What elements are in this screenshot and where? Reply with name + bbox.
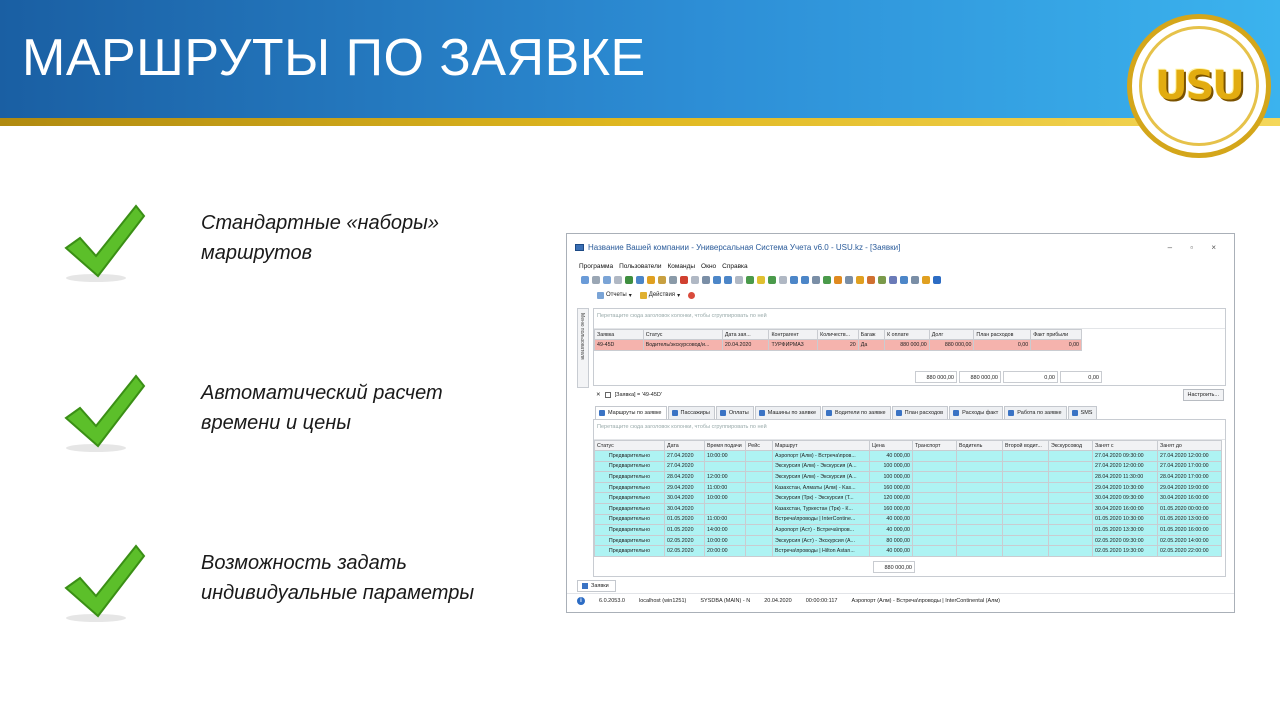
table-cell: Казахстан, Алматы (Алм) - Kas...: [773, 482, 870, 493]
grid-icon: [1008, 410, 1014, 416]
table-cell: [1049, 546, 1093, 557]
table-cell: [957, 493, 1003, 504]
filter-checkbox[interactable]: [605, 392, 611, 398]
status-date: 20.04.2020: [764, 597, 792, 604]
tab-label: Работа по заявке: [1017, 410, 1062, 416]
table-cell: [913, 535, 957, 546]
table-cell: Аэропорт (Аст) - Встреча\пров...: [773, 525, 870, 536]
setup-button[interactable]: Настроить...: [1183, 389, 1224, 401]
table-cell: [1003, 472, 1049, 483]
table-cell: 29.04.2020 10:30:00: [1093, 482, 1158, 493]
slide-title: МАРШРУТЫ ПО ЗАЯВКЕ: [22, 29, 646, 87]
reports-button[interactable]: Отчеты ▾: [597, 292, 632, 299]
grid-icon: [720, 410, 726, 416]
column-header[interactable]: Багаж: [858, 330, 884, 340]
table-row[interactable]: [595, 514, 1222, 525]
menubar: [567, 260, 1234, 272]
column-header[interactable]: Маршрут: [773, 441, 870, 451]
orders-table: [594, 329, 1082, 351]
table-cell: [1003, 546, 1049, 557]
table-cell: Предварительно: [595, 451, 665, 462]
table-cell: 20.04.2020: [722, 340, 769, 351]
menu-commands[interactable]: Команды: [667, 262, 696, 270]
column-header[interactable]: Рейс: [746, 441, 773, 451]
reports-label: Отчеты: [606, 292, 627, 298]
toolbar-icon[interactable]: [790, 276, 798, 284]
table-cell: 40 000,00: [870, 514, 913, 525]
table-cell: [1003, 461, 1049, 472]
table-cell: 01.05.2020 16:00:00: [1158, 525, 1222, 536]
grid-icon: [599, 410, 605, 416]
table-cell: 20: [818, 340, 859, 351]
table-cell: 30.04.2020: [665, 503, 705, 514]
table-cell: [957, 451, 1003, 462]
table-cell: [1049, 493, 1093, 504]
feature-1: [58, 198, 538, 288]
table-row[interactable]: [595, 482, 1222, 493]
table-cell: 28.04.2020: [665, 472, 705, 483]
logo-inner-ring: [1139, 26, 1259, 146]
feature-text: [201, 378, 443, 438]
column-header[interactable]: Заявка: [595, 330, 644, 340]
table-cell: [1003, 503, 1049, 514]
table-cell: [913, 514, 957, 525]
table-cell: [957, 472, 1003, 483]
column-header[interactable]: Второй водит...: [1003, 441, 1049, 451]
table-cell: Казахстан, Туркестан (Трк) - К...: [773, 503, 870, 514]
tab-label: Маршруты по заявке: [608, 410, 662, 416]
table-cell: [746, 525, 773, 536]
feature-text: [201, 208, 439, 268]
group-hint: Перетащите сюда заголовок колонки, чтобы сгруппировать по ней: [594, 309, 1225, 329]
status-route: Аэропорт (Алм) - Встреча\проводы | InterContinental (Алм): [851, 597, 1000, 604]
menu-help[interactable]: Справка: [722, 262, 748, 270]
toolbar-icon[interactable]: [856, 276, 864, 284]
doc-tab-label: Заявки: [591, 583, 609, 589]
table-cell: 120 000,00: [870, 493, 913, 504]
table-cell: 27.04.2020 12:00:00: [1158, 451, 1222, 462]
tab-4[interactable]: [822, 406, 891, 419]
toolbar-icon[interactable]: [823, 276, 831, 284]
table-cell: 14:00:00: [705, 525, 746, 536]
table-cell: Да: [858, 340, 884, 351]
usu-logo: [1127, 14, 1271, 158]
table-row[interactable]: [595, 503, 1222, 514]
tab-label: Расходы факт: [962, 410, 999, 416]
column-header[interactable]: Факт прибыли: [1031, 330, 1082, 340]
table-cell: 27.04.2020 17:00:00: [1158, 461, 1222, 472]
checkmark-icon: [58, 198, 150, 288]
doc-tab-orders[interactable]: [577, 580, 616, 592]
routes-total-cell: [873, 561, 915, 573]
tab-label: План расходов: [904, 410, 944, 416]
table-cell: 29.04.2020: [665, 482, 705, 493]
table-cell: [957, 514, 1003, 525]
toolbar-icon[interactable]: [878, 276, 886, 284]
table-cell: [913, 482, 957, 493]
table-cell: [913, 461, 957, 472]
feature-line: Стандартные «наборы»: [201, 212, 439, 234]
tab-label: Водители по заявке: [835, 410, 886, 416]
tab-7[interactable]: [1004, 406, 1066, 419]
table-cell: [746, 546, 773, 557]
table-cell: 01.05.2020 13:00:00: [1158, 514, 1222, 525]
table-cell: 30.04.2020 16:00:00: [1158, 493, 1222, 504]
total-plan: 0,00: [1003, 371, 1058, 383]
table-cell: 10:00:00: [705, 493, 746, 504]
table-cell: [746, 493, 773, 504]
table-cell: Предварительно: [595, 525, 665, 536]
table-cell: Экскурсия (Алм) - Экскурсия (А...: [773, 472, 870, 483]
table-cell: 01.05.2020 10:30:00: [1093, 514, 1158, 525]
toolbar-icon[interactable]: [812, 276, 820, 284]
table-cell: 30.04.2020 16:00:00: [1093, 503, 1158, 514]
status-server: localhost (win1251): [639, 597, 687, 604]
table-cell: [913, 451, 957, 462]
table-row[interactable]: [595, 525, 1222, 536]
table-row[interactable]: [595, 535, 1222, 546]
table-cell: 80 000,00: [870, 535, 913, 546]
tab-5[interactable]: [892, 406, 948, 419]
app-icon: [575, 244, 584, 251]
table-cell: Предварительно: [595, 514, 665, 525]
table-cell: 12:00:00: [705, 472, 746, 483]
table-cell: 20:00:00: [705, 546, 746, 557]
feature-line: Автоматический расчет: [201, 382, 443, 404]
feature-line: времени и цены: [201, 412, 351, 434]
info-icon: i: [577, 597, 585, 605]
toolbar-icon[interactable]: [911, 276, 919, 284]
menu-users[interactable]: Пользователи: [619, 262, 662, 270]
table-cell: [1049, 451, 1093, 462]
column-header[interactable]: План расходов: [974, 330, 1031, 340]
table-cell: [1003, 493, 1049, 504]
table-cell: [705, 503, 746, 514]
table-cell: [1049, 535, 1093, 546]
toolbar-icon[interactable]: [746, 276, 754, 284]
feature-line: индивидуальные параметры: [201, 582, 475, 604]
table-cell: 02.05.2020 19:30:00: [1093, 546, 1158, 557]
status-user: SYSDBA (MAIN) - N: [700, 597, 751, 604]
column-header[interactable]: Занят с: [1093, 441, 1158, 451]
table-cell: 02.05.2020: [665, 546, 705, 557]
table-cell: [705, 461, 746, 472]
routes-table: [594, 440, 1222, 557]
menu-window[interactable]: Окно: [701, 262, 717, 270]
table-cell: 27.04.2020 09:30:00: [1093, 451, 1158, 462]
table-cell: 40 000,00: [870, 525, 913, 536]
table-cell: [913, 472, 957, 483]
status-time: 00:00:00:117: [805, 597, 838, 604]
table-cell: 11:00:00: [705, 482, 746, 493]
toolbar-icon[interactable]: [801, 276, 809, 284]
table-cell: 02.05.2020 09:30:00: [1093, 535, 1158, 546]
table-cell: Предварительно: [595, 493, 665, 504]
table-cell: 160 000,00: [870, 503, 913, 514]
window-controls[interactable]: – ▫ ×: [1167, 243, 1224, 252]
table-cell: [1003, 535, 1049, 546]
tab-1[interactable]: [668, 406, 715, 419]
checkmark-icon: [58, 538, 150, 628]
window-titlebar: [567, 234, 1234, 260]
table-cell: Экскурсия (Трк) - Экскурсия (Т...: [773, 493, 870, 504]
stop-button[interactable]: [688, 292, 695, 299]
tab-8[interactable]: [1068, 406, 1098, 419]
tab-2[interactable]: [716, 406, 754, 419]
header-stripe: [0, 118, 1280, 126]
feature-line: маршрутов: [201, 242, 313, 264]
table-cell: 01.05.2020: [665, 525, 705, 536]
table-cell: Экскурсия (Аст) - Экскурсия (А...: [773, 535, 870, 546]
table-cell: 10:00:00: [705, 535, 746, 546]
status-bar: [567, 593, 1235, 607]
table-cell: [1049, 472, 1093, 483]
toolbar-icon[interactable]: [867, 276, 875, 284]
table-cell: [746, 472, 773, 483]
total-profit: 0,00: [1060, 371, 1102, 383]
column-header[interactable]: Дата зая...: [722, 330, 769, 340]
routes-grid: [593, 419, 1226, 577]
table-cell: [746, 451, 773, 462]
toolbar-icon[interactable]: [768, 276, 776, 284]
toolbar-icon[interactable]: [933, 276, 941, 284]
table-cell: Аэропорт (Алм) - Встреча\пров...: [773, 451, 870, 462]
report-icon: [597, 292, 604, 299]
toolbar-icon[interactable]: [702, 276, 710, 284]
tab-label: Пассажиры: [680, 410, 710, 416]
table-cell: Предварительно: [595, 535, 665, 546]
table-cell: [957, 525, 1003, 536]
table-cell: Водитель/экскурсовод/и...: [643, 340, 722, 351]
column-header[interactable]: Занят до: [1158, 441, 1222, 451]
table-cell: [1049, 514, 1093, 525]
table-row[interactable]: [595, 546, 1222, 557]
table-cell: [1003, 451, 1049, 462]
table-cell: [746, 461, 773, 472]
column-header[interactable]: К оплате: [885, 330, 930, 340]
table-cell: 27.04.2020: [665, 461, 705, 472]
tab-label: Оплаты: [728, 410, 749, 416]
tab-label: SMS: [1080, 410, 1093, 416]
grid-icon: [672, 410, 678, 416]
table-cell: [746, 535, 773, 546]
actions-label: Действия: [648, 292, 676, 298]
toolbar-icon[interactable]: [625, 276, 633, 284]
table-cell: 100 000,00: [870, 461, 913, 472]
table-cell: Предварительно: [595, 503, 665, 514]
table-cell: [957, 461, 1003, 472]
table-cell: Предварительно: [595, 472, 665, 483]
tab-6[interactable]: [949, 406, 1003, 419]
filter-bar: [593, 388, 1226, 402]
actions-button[interactable]: Действия ▾: [640, 292, 680, 299]
total-payment: 880 000,00: [915, 371, 957, 383]
checkmark-icon: [58, 368, 150, 458]
play-icon: [640, 292, 647, 299]
table-cell: Предварительно: [595, 482, 665, 493]
filter-text: [Заявка] = '49-45D': [614, 392, 662, 398]
logo-text: USU: [1155, 63, 1243, 109]
toolbar-icon[interactable]: [845, 276, 853, 284]
toolbar-icon[interactable]: [658, 276, 666, 284]
user-menu-label: Меню пользователя: [579, 313, 585, 360]
column-header[interactable]: Статус: [595, 441, 665, 451]
table-cell: Встреча\проводы | InterContine...: [773, 514, 870, 525]
secondary-toolbar: [567, 288, 1234, 302]
orders-grid: [593, 308, 1226, 386]
document-icon: [582, 583, 588, 589]
table-row[interactable]: [595, 340, 1082, 351]
grid-icon: [759, 410, 765, 416]
total-debt: 880 000,00: [959, 371, 1001, 383]
table-cell: 11:00:00: [705, 514, 746, 525]
table-cell: 49-45D: [595, 340, 644, 351]
table-cell: 30.04.2020: [665, 493, 705, 504]
toolbar-icon[interactable]: [603, 276, 611, 284]
column-header[interactable]: Водитель: [957, 441, 1003, 451]
table-cell: [957, 546, 1003, 557]
table-cell: [1003, 525, 1049, 536]
table-cell: ТУРФИРМА3: [769, 340, 818, 351]
table-cell: Предварительно: [595, 461, 665, 472]
column-header[interactable]: Статус: [643, 330, 722, 340]
grid-icon: [896, 410, 902, 416]
user-menu-panel[interactable]: [577, 308, 589, 388]
column-header[interactable]: Количеств...: [818, 330, 859, 340]
table-cell: 02.05.2020: [665, 535, 705, 546]
detail-tabs: [595, 406, 1097, 419]
toolbar-icon[interactable]: [592, 276, 600, 284]
table-cell: 30.04.2020 09:30:00: [1093, 493, 1158, 504]
table-cell: Предварительно: [595, 546, 665, 557]
table-cell: [1003, 482, 1049, 493]
column-header[interactable]: Время подачи: [705, 441, 746, 451]
table-cell: 02.05.2020 22:00:00: [1158, 546, 1222, 557]
table-row[interactable]: [595, 461, 1222, 472]
table-cell: 40 000,00: [870, 546, 913, 557]
table-cell: [1049, 482, 1093, 493]
tab-3[interactable]: [755, 406, 821, 419]
toolbar-icon[interactable]: [900, 276, 908, 284]
toolbar-icon[interactable]: [669, 276, 677, 284]
table-cell: [746, 503, 773, 514]
table-cell: 29.04.2020 19:00:00: [1158, 482, 1222, 493]
column-header[interactable]: Транспорт: [913, 441, 957, 451]
toolbar-icon[interactable]: [713, 276, 721, 284]
table-cell: [957, 482, 1003, 493]
table-cell: 27.04.2020: [665, 451, 705, 462]
table-cell: 28.04.2020 11:30:00: [1093, 472, 1158, 483]
tab-0[interactable]: [595, 406, 667, 419]
feature-text: [201, 548, 474, 608]
toolbar-icon[interactable]: [889, 276, 897, 284]
table-cell: 01.05.2020: [665, 514, 705, 525]
toolbar-icon[interactable]: [757, 276, 765, 284]
toolbar-icon[interactable]: [680, 276, 688, 284]
main-toolbar: [567, 272, 1234, 288]
table-cell: 27.04.2020 12:00:00: [1093, 461, 1158, 472]
routes-total: 880 000,00: [873, 561, 915, 573]
table-cell: 01.05.2020 00:00:00: [1158, 503, 1222, 514]
table-cell: [957, 503, 1003, 514]
column-header[interactable]: Дата: [665, 441, 705, 451]
table-cell: 0,00: [1031, 340, 1082, 351]
table-cell: [913, 546, 957, 557]
feature-3: [58, 538, 538, 628]
table-cell: 100 000,00: [870, 472, 913, 483]
toolbar-icon[interactable]: [614, 276, 622, 284]
app-window: [566, 233, 1235, 613]
feature-line: Возможность задать: [201, 552, 407, 574]
table-cell: 880 000,00: [885, 340, 930, 351]
feature-2: [58, 368, 538, 458]
toolbar-icon[interactable]: [647, 276, 655, 284]
table-cell: [913, 493, 957, 504]
column-header[interactable]: Экскурсовод: [1049, 441, 1093, 451]
table-row[interactable]: [595, 493, 1222, 504]
toolbar-icon[interactable]: [779, 276, 787, 284]
stop-icon: [688, 292, 695, 299]
status-version: 6.0.2053.0: [599, 597, 625, 604]
clear-filter-icon[interactable]: ✕: [596, 392, 601, 398]
table-cell: [1049, 503, 1093, 514]
table-cell: [746, 514, 773, 525]
orders-totals: [915, 371, 1102, 383]
table-cell: 02.05.2020 14:00:00: [1158, 535, 1222, 546]
grid-icon: [1072, 410, 1078, 416]
table-cell: 160 000,00: [870, 482, 913, 493]
table-cell: 0,00: [974, 340, 1031, 351]
column-header[interactable]: Контрагент: [769, 330, 818, 340]
table-cell: 01.05.2020 13:30:00: [1093, 525, 1158, 536]
tab-label: Машины по заявке: [767, 410, 817, 416]
group-hint: Перетащите сюда заголовок колонки, чтобы сгруппировать по ней: [594, 420, 1225, 440]
table-cell: [746, 482, 773, 493]
table-cell: [1049, 525, 1093, 536]
table-cell: [1049, 461, 1093, 472]
toolbar-icon[interactable]: [724, 276, 732, 284]
table-cell: [913, 503, 957, 514]
table-cell: Экскурсия (Алм) - Экскурсия (А...: [773, 461, 870, 472]
toolbar-icon[interactable]: [636, 276, 644, 284]
toolbar-icon[interactable]: [735, 276, 743, 284]
table-row[interactable]: [595, 472, 1222, 483]
table-cell: 28.04.2020 17:00:00: [1158, 472, 1222, 483]
toolbar-icon[interactable]: [922, 276, 930, 284]
grid-icon: [953, 410, 959, 416]
toolbar-icon[interactable]: [691, 276, 699, 284]
table-cell: [957, 535, 1003, 546]
table-cell: 880 000,00: [929, 340, 974, 351]
table-cell: [913, 525, 957, 536]
table-cell: 10:00:00: [705, 451, 746, 462]
window-title: Название Вашей компании - Универсальная Система Учета v6.0 - USU.kz - [Заявки]: [588, 242, 901, 252]
table-cell: Встреча\проводы | Hilton Astan...: [773, 546, 870, 557]
table-cell: 40 000,00: [870, 451, 913, 462]
table-row[interactable]: [595, 451, 1222, 462]
table-cell: [1003, 514, 1049, 525]
column-header[interactable]: Цена: [870, 441, 913, 451]
menu-program[interactable]: Программа: [579, 262, 614, 270]
toolbar-icon[interactable]: [834, 276, 842, 284]
toolbar-icon[interactable]: [581, 276, 589, 284]
grid-icon: [826, 410, 832, 416]
column-header[interactable]: Долг: [929, 330, 974, 340]
